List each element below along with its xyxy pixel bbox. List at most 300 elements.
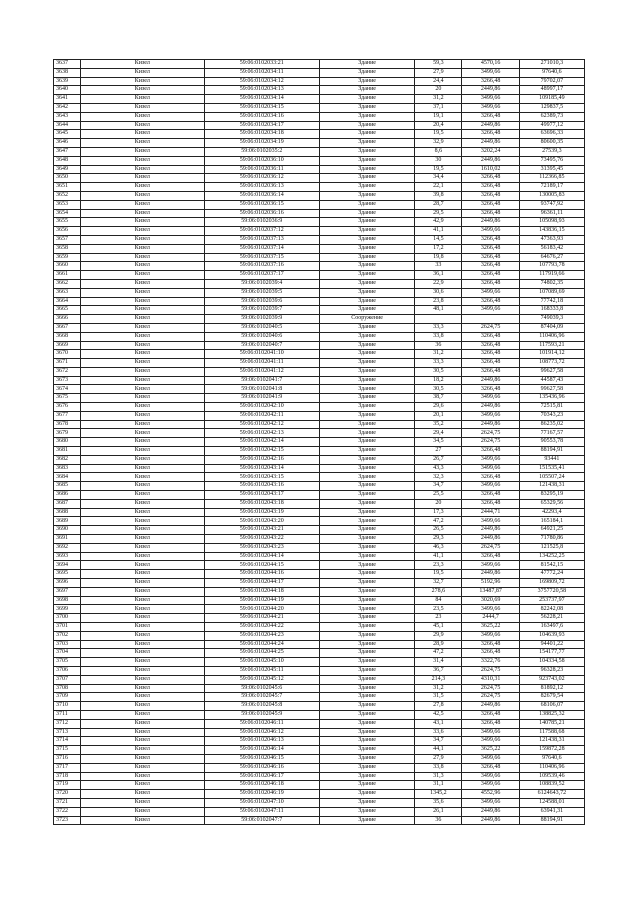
- table-row: [54, 359, 585, 368]
- object-type-cell: Здание: [319, 623, 414, 632]
- object-type-cell: Здание: [319, 209, 414, 218]
- table-row: [54, 411, 585, 420]
- object-type-cell: Здание: [319, 183, 414, 192]
- value-cell: 117588,68: [519, 728, 584, 737]
- row-number: 3638: [54, 68, 81, 77]
- rate-cell: 3266,48: [462, 350, 519, 359]
- cadastral-number-cell: 59:06:0102039:7: [204, 306, 319, 315]
- object-type-cell: Здание: [319, 332, 414, 341]
- rate-cell: 3499,66: [462, 631, 519, 640]
- area-cell: 59,3: [415, 60, 462, 69]
- value-cell: 72189,17: [519, 183, 584, 192]
- value-cell: 109185,49: [519, 95, 584, 104]
- rate-cell: 3266,48: [462, 367, 519, 376]
- value-cell: 63696,33: [519, 130, 584, 139]
- object-type-cell: Здание: [319, 139, 414, 148]
- table-row: [54, 244, 585, 253]
- table-row: [54, 526, 585, 535]
- city-cell: Кизел: [81, 763, 204, 772]
- object-type-cell: Здание: [319, 420, 414, 429]
- area-cell: 42,5: [415, 710, 462, 719]
- cadastral-number-cell: 59:06:0102034:15: [204, 103, 319, 112]
- area-cell: 29,6: [415, 403, 462, 412]
- table-row: [54, 746, 585, 755]
- cadastral-number-cell: 59:06:0102034:11: [204, 68, 319, 77]
- rate-cell: 2449,86: [462, 816, 519, 825]
- rate-cell: 3499,66: [462, 798, 519, 807]
- value-cell: 138825,32: [519, 710, 584, 719]
- area-cell: 19,5: [415, 165, 462, 174]
- city-cell: Кизел: [81, 156, 204, 165]
- row-number: 3676: [54, 403, 81, 412]
- rate-cell: 3499,66: [462, 517, 519, 526]
- city-cell: Кизел: [81, 623, 204, 632]
- city-cell: Кизел: [81, 675, 204, 684]
- city-cell: Кизел: [81, 297, 204, 306]
- table-row: [54, 385, 585, 394]
- value-cell: 79702,07: [519, 77, 584, 86]
- object-type-cell: Здание: [319, 191, 414, 200]
- cadastral-number-cell: 59:06:0102037:16: [204, 262, 319, 271]
- cadastral-number-cell: 59:06:0102047:11: [204, 807, 319, 816]
- table-row: [54, 227, 585, 236]
- area-cell: 31,2: [415, 350, 462, 359]
- table-row: [54, 719, 585, 728]
- city-cell: Кизел: [81, 482, 204, 491]
- cadastral-number-cell: 59:06:0102043:23: [204, 543, 319, 552]
- city-cell: Кизел: [81, 596, 204, 605]
- value-cell: 253737,97: [519, 596, 584, 605]
- area-cell: 30,5: [415, 367, 462, 376]
- object-type-cell: Здание: [319, 306, 414, 315]
- cadastral-number-cell: 59:06:0102036:10: [204, 156, 319, 165]
- rate-cell: 3266,48: [462, 271, 519, 280]
- table-row: [54, 561, 585, 570]
- row-number: 3670: [54, 350, 81, 359]
- cadastral-number-cell: 59:06:0102045:6: [204, 684, 319, 693]
- rate-cell: 3625,22: [462, 746, 519, 755]
- city-cell: Кизел: [81, 790, 204, 799]
- table-row: [54, 306, 585, 315]
- value-cell: 83295,19: [519, 491, 584, 500]
- table-row: [54, 253, 585, 262]
- city-cell: Кизел: [81, 552, 204, 561]
- rate-cell: 2449,86: [462, 526, 519, 535]
- cadastral-number-cell: 59:06:0102037:14: [204, 244, 319, 253]
- city-cell: Кизел: [81, 139, 204, 148]
- rate-cell: 3266,48: [462, 297, 519, 306]
- area-cell: 23,8: [415, 297, 462, 306]
- area-cell: 36,1: [415, 271, 462, 280]
- row-number: 3712: [54, 719, 81, 728]
- object-type-cell: Здание: [319, 394, 414, 403]
- city-cell: Кизел: [81, 315, 204, 324]
- value-cell: 97640,6: [519, 754, 584, 763]
- cadastral-number-cell: 59:06:0102046:13: [204, 737, 319, 746]
- value-cell: 117919,66: [519, 271, 584, 280]
- cadastral-number-cell: 59:06:0102046:15: [204, 754, 319, 763]
- rate-cell: 4310,31: [462, 675, 519, 684]
- city-cell: Кизел: [81, 579, 204, 588]
- rate-cell: 3266,48: [462, 235, 519, 244]
- cadastral-number-cell: 59:06:0102033:21: [204, 60, 319, 69]
- cadastral-number-cell: 59:06:0102045:8: [204, 702, 319, 711]
- table-row: [54, 235, 585, 244]
- rate-cell: 3266,48: [462, 244, 519, 253]
- row-number: 3713: [54, 728, 81, 737]
- city-cell: Кизел: [81, 183, 204, 192]
- cadastral-number-cell: 59:06:0102043:17: [204, 491, 319, 500]
- area-cell: 32,9: [415, 139, 462, 148]
- city-cell: Кизел: [81, 271, 204, 280]
- rate-cell: 3499,66: [462, 95, 519, 104]
- row-number: 3721: [54, 798, 81, 807]
- city-cell: Кизел: [81, 772, 204, 781]
- cadastral-number-cell: 59:06:0102045:9: [204, 710, 319, 719]
- city-cell: Кизел: [81, 244, 204, 253]
- city-cell: Кизел: [81, 535, 204, 544]
- area-cell: 37,1: [415, 103, 462, 112]
- rate-cell: 3266,48: [462, 191, 519, 200]
- object-type-cell: Здание: [319, 200, 414, 209]
- object-type-cell: Здание: [319, 473, 414, 482]
- rate-cell: 2449,86: [462, 86, 519, 95]
- cadastral-number-cell: 59:06:0102036:13: [204, 183, 319, 192]
- row-number: 3637: [54, 60, 81, 69]
- rate-cell: 3499,66: [462, 306, 519, 315]
- object-type-cell: Здание: [319, 455, 414, 464]
- city-cell: Кизел: [81, 464, 204, 473]
- cadastral-number-cell: 59:06:0102042:10: [204, 403, 319, 412]
- city-cell: Кизел: [81, 112, 204, 121]
- object-type-cell: Здание: [319, 165, 414, 174]
- object-type-cell: Здание: [319, 763, 414, 772]
- area-cell: 41,1: [415, 227, 462, 236]
- object-type-cell: Здание: [319, 288, 414, 297]
- city-cell: Кизел: [81, 728, 204, 737]
- rate-cell: 3266,48: [462, 341, 519, 350]
- rate-cell: 3266,48: [462, 253, 519, 262]
- area-cell: 20: [415, 86, 462, 95]
- value-cell: 82679,54: [519, 693, 584, 702]
- value-cell: 135436,96: [519, 394, 584, 403]
- cadastral-number-cell: 59:06:0102043:20: [204, 517, 319, 526]
- area-cell: 36: [415, 816, 462, 825]
- area-cell: 47,2: [415, 517, 462, 526]
- row-number: 3704: [54, 649, 81, 658]
- value-cell: 96361,11: [519, 209, 584, 218]
- value-cell: 80600,35: [519, 139, 584, 148]
- row-number: 3674: [54, 385, 81, 394]
- rate-cell: 3266,48: [462, 183, 519, 192]
- cadastral-number-cell: 59:06:0102044:23: [204, 631, 319, 640]
- value-cell: 72515,81: [519, 403, 584, 412]
- rate-cell: 3266,48: [462, 359, 519, 368]
- cadastral-number-cell: 59:06:0102044:19: [204, 596, 319, 605]
- row-number: 3678: [54, 420, 81, 429]
- rate-cell: 3266,48: [462, 279, 519, 288]
- area-cell: 20: [415, 499, 462, 508]
- cadastral-number-cell: 59:06:0102040:7: [204, 341, 319, 350]
- object-type-cell: Здание: [319, 411, 414, 420]
- city-cell: Кизел: [81, 394, 204, 403]
- area-cell: 38,7: [415, 394, 462, 403]
- rate-cell: 3625,22: [462, 623, 519, 632]
- city-cell: Кизел: [81, 262, 204, 271]
- table-row: [54, 772, 585, 781]
- object-type-cell: Здание: [319, 561, 414, 570]
- value-cell: 42293,4: [519, 508, 584, 517]
- object-type-cell: Здание: [319, 464, 414, 473]
- area-cell: 31,5: [415, 693, 462, 702]
- object-type-cell: Здание: [319, 781, 414, 790]
- value-cell: 77167,57: [519, 429, 584, 438]
- rate-cell: 3499,66: [462, 737, 519, 746]
- city-cell: Кизел: [81, 209, 204, 218]
- value-cell: 82242,08: [519, 605, 584, 614]
- cadastral-number-cell: 59:06:0102043:15: [204, 473, 319, 482]
- row-number: 3649: [54, 165, 81, 174]
- rate-cell: 3266,48: [462, 200, 519, 209]
- table-row: [54, 332, 585, 341]
- cadastral-number-cell: 59:06:0102035:2: [204, 147, 319, 156]
- city-cell: Кизел: [81, 658, 204, 667]
- row-number: 3684: [54, 473, 81, 482]
- row-number: 3705: [54, 658, 81, 667]
- object-type-cell: Здание: [319, 271, 414, 280]
- area-cell: 31,1: [415, 781, 462, 790]
- object-type-cell: Здание: [319, 235, 414, 244]
- area-cell: 46,3: [415, 543, 462, 552]
- area-cell: 34,5: [415, 438, 462, 447]
- area-cell: 17,2: [415, 244, 462, 253]
- object-type-cell: Здание: [319, 640, 414, 649]
- value-cell: 97640,6: [519, 68, 584, 77]
- rate-cell: 3266,48: [462, 112, 519, 121]
- table-row: [54, 473, 585, 482]
- value-cell: 105098,93: [519, 218, 584, 227]
- row-number: 3650: [54, 174, 81, 183]
- row-number: 3690: [54, 526, 81, 535]
- area-cell: 31,3: [415, 772, 462, 781]
- table-row: [54, 165, 585, 174]
- rate-cell: 3266,48: [462, 710, 519, 719]
- object-type-cell: Здание: [319, 323, 414, 332]
- object-type-cell: Здание: [319, 60, 414, 69]
- object-type-cell: Здание: [319, 121, 414, 130]
- area-cell: 31,2: [415, 684, 462, 693]
- table-row: [54, 112, 585, 121]
- cadastral-number-cell: 59:06:0102044:21: [204, 614, 319, 623]
- cadastral-number-cell: 59:06:0102036:12: [204, 174, 319, 183]
- city-cell: Кизел: [81, 693, 204, 702]
- table-row: [54, 790, 585, 799]
- area-cell: 34,7: [415, 737, 462, 746]
- cadastral-number-cell: 59:06:0102041:10: [204, 350, 319, 359]
- rate-cell: 2449,86: [462, 702, 519, 711]
- object-type-cell: Здание: [319, 596, 414, 605]
- object-type-cell: Здание: [319, 728, 414, 737]
- cadastral-number-cell: 59:06:0102036:15: [204, 200, 319, 209]
- city-cell: Кизел: [81, 561, 204, 570]
- table-row: [54, 130, 585, 139]
- value-cell: 64921,25: [519, 526, 584, 535]
- value-cell: 104639,93: [519, 631, 584, 640]
- city-cell: Кизел: [81, 376, 204, 385]
- city-cell: Кизел: [81, 218, 204, 227]
- row-number: 3665: [54, 306, 81, 315]
- row-number: 3710: [54, 702, 81, 711]
- cadastral-number-cell: 59:06:0102042:14: [204, 438, 319, 447]
- row-number: 3644: [54, 121, 81, 130]
- value-cell: 81542,15: [519, 561, 584, 570]
- rate-cell: 3266,48: [462, 130, 519, 139]
- object-type-cell: Здание: [319, 684, 414, 693]
- rate-cell: 3266,48: [462, 491, 519, 500]
- table-row: [54, 614, 585, 623]
- city-cell: Кизел: [81, 253, 204, 262]
- cadastral-number-cell: 59:06:0102042:12: [204, 420, 319, 429]
- row-number: 3656: [54, 227, 81, 236]
- table-row: [54, 658, 585, 667]
- row-number: 3720: [54, 790, 81, 799]
- value-cell: 6124643,72: [519, 790, 584, 799]
- value-cell: 56183,42: [519, 244, 584, 253]
- city-cell: Кизел: [81, 614, 204, 623]
- cadastral-number-cell: 59:06:0102036:9: [204, 218, 319, 227]
- row-number: 3657: [54, 235, 81, 244]
- row-number: 3672: [54, 367, 81, 376]
- cadastral-number-cell: 59:06:0102044:15: [204, 561, 319, 570]
- row-number: 3694: [54, 561, 81, 570]
- area-cell: 22,1: [415, 183, 462, 192]
- rate-cell: 3322,76: [462, 658, 519, 667]
- row-number: 3687: [54, 499, 81, 508]
- rate-cell: 2624,75: [462, 429, 519, 438]
- object-type-cell: Здание: [319, 341, 414, 350]
- table-row: [54, 156, 585, 165]
- table-row: [54, 499, 585, 508]
- area-cell: 29,9: [415, 631, 462, 640]
- rate-cell: 3202,24: [462, 147, 519, 156]
- table-row: [54, 710, 585, 719]
- area-cell: 30,5: [415, 385, 462, 394]
- cadastral-number-cell: 59:06:0102039:6: [204, 297, 319, 306]
- object-type-cell: Здание: [319, 710, 414, 719]
- cadastral-number-cell: 59:06:0102042:13: [204, 429, 319, 438]
- city-cell: Кизел: [81, 165, 204, 174]
- area-cell: 27,9: [415, 754, 462, 763]
- table-row: [54, 429, 585, 438]
- object-type-cell: Здание: [319, 737, 414, 746]
- object-type-cell: Здание: [319, 570, 414, 579]
- rate-cell: 2449,86: [462, 420, 519, 429]
- area-cell: 23: [415, 614, 462, 623]
- value-cell: 124588,01: [519, 798, 584, 807]
- cadastral-number-cell: 59:06:0102044:22: [204, 623, 319, 632]
- object-type-cell: Здание: [319, 112, 414, 121]
- row-number: 3679: [54, 429, 81, 438]
- city-cell: Кизел: [81, 359, 204, 368]
- rate-cell: 2444,71: [462, 508, 519, 517]
- city-cell: Кизел: [81, 447, 204, 456]
- object-type-cell: Здание: [319, 227, 414, 236]
- row-number: 3702: [54, 631, 81, 640]
- value-cell: 159872,28: [519, 746, 584, 755]
- area-cell: 35,2: [415, 420, 462, 429]
- rate-cell: 3499,66: [462, 394, 519, 403]
- row-number: 3703: [54, 640, 81, 649]
- area-cell: 33,3: [415, 359, 462, 368]
- row-number: 3671: [54, 359, 81, 368]
- row-number: 3709: [54, 693, 81, 702]
- row-number: 3715: [54, 746, 81, 755]
- object-type-cell: Здание: [319, 359, 414, 368]
- cadastral-number-cell: 59:06:0102037:13: [204, 235, 319, 244]
- table-row: [54, 367, 585, 376]
- rate-cell: 2449,86: [462, 156, 519, 165]
- object-type-cell: Здание: [319, 297, 414, 306]
- city-cell: Кизел: [81, 666, 204, 675]
- cadastral-number-cell: 59:06:0102039:4: [204, 279, 319, 288]
- cadastral-number-cell: 59:06:0102046:11: [204, 719, 319, 728]
- rate-cell: 3266,48: [462, 77, 519, 86]
- value-cell: 77742,18: [519, 297, 584, 306]
- cadastral-number-cell: 59:06:0102045:12: [204, 675, 319, 684]
- value-cell: 109539,46: [519, 772, 584, 781]
- table-row: [54, 605, 585, 614]
- area-cell: 27: [415, 447, 462, 456]
- city-cell: Кизел: [81, 543, 204, 552]
- object-type-cell: Здание: [319, 605, 414, 614]
- object-type-cell: Здание: [319, 631, 414, 640]
- value-cell: 112366,85: [519, 174, 584, 183]
- table-row: [54, 60, 585, 69]
- table-row: [54, 587, 585, 596]
- row-number: 3643: [54, 112, 81, 121]
- row-number: 3662: [54, 279, 81, 288]
- rate-cell: 3499,66: [462, 482, 519, 491]
- table-row: [54, 491, 585, 500]
- area-cell: 33,8: [415, 763, 462, 772]
- table-row: [54, 139, 585, 148]
- value-cell: 168333,8: [519, 306, 584, 315]
- city-cell: Кизел: [81, 323, 204, 332]
- table-row: [54, 702, 585, 711]
- row-number: 3681: [54, 447, 81, 456]
- row-number: 3692: [54, 543, 81, 552]
- rate-cell: 3266,48: [462, 499, 519, 508]
- table-row: [54, 508, 585, 517]
- rate-cell: 3266,48: [462, 447, 519, 456]
- row-number: 3673: [54, 376, 81, 385]
- object-type-cell: Здание: [319, 218, 414, 227]
- value-cell: 140785,21: [519, 719, 584, 728]
- rate-cell: 2624,75: [462, 684, 519, 693]
- area-cell: 28,9: [415, 640, 462, 649]
- object-type-cell: Здание: [319, 552, 414, 561]
- rate-cell: 3499,66: [462, 455, 519, 464]
- area-cell: 29,5: [415, 209, 462, 218]
- object-type-cell: Здание: [319, 103, 414, 112]
- city-cell: Кизел: [81, 350, 204, 359]
- city-cell: Кизел: [81, 288, 204, 297]
- table-row: [54, 77, 585, 86]
- city-cell: Кизел: [81, 473, 204, 482]
- city-cell: Кизел: [81, 341, 204, 350]
- object-type-cell: Здание: [319, 535, 414, 544]
- value-cell: 73495,76: [519, 156, 584, 165]
